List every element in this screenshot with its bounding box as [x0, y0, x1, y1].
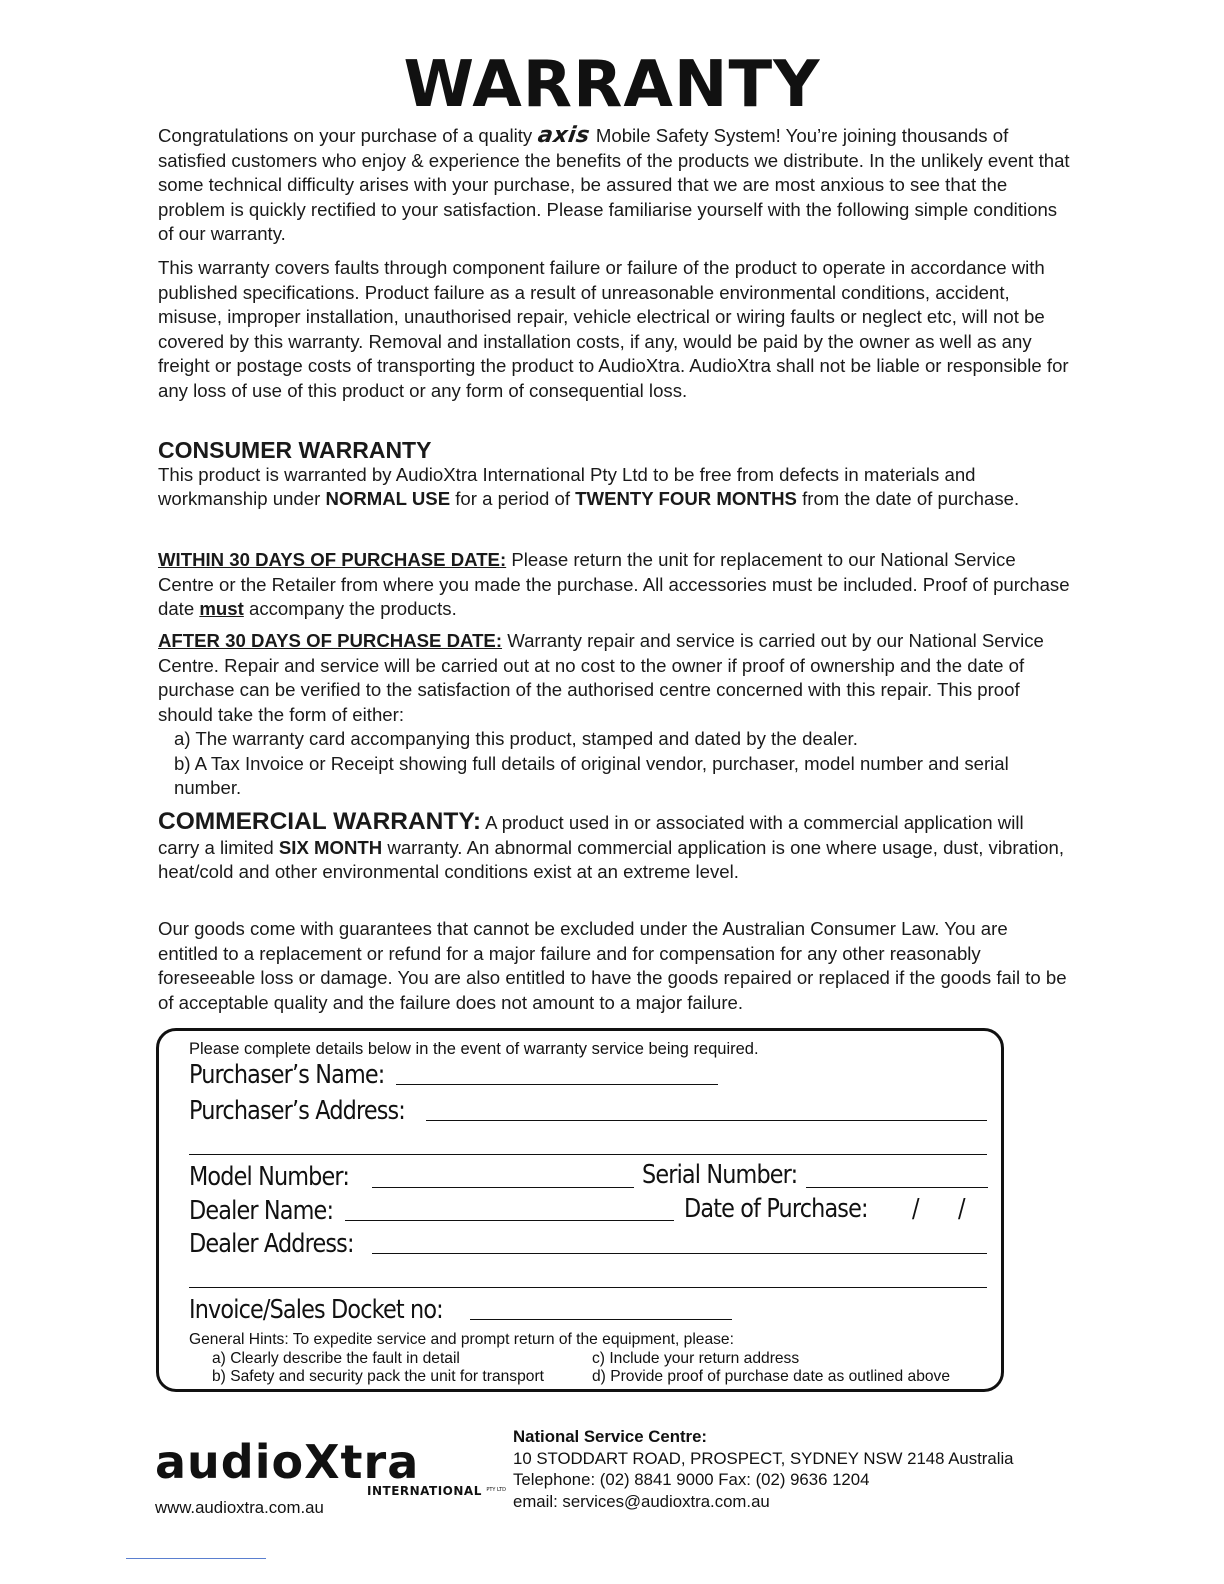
proof-item-b: b) A Tax Invoice or Receipt showing full details of original vendor, purchaser, model number and serial number. — [174, 752, 1009, 798]
date-separator-1: / — [912, 1194, 919, 1224]
commercial-warranty-section — [158, 810, 1070, 885]
within-30-days-label: WITHIN 30 DAYS OF PURCHASE DATE: — [158, 549, 507, 570]
website-link[interactable]: www.audioxtra.com.au — [155, 1498, 324, 1517]
within-30-text-1: Please return the unit for replacement to our National Service Centre or the Retailer from where you made the purchase. All accessories must be included. Proof of purchase date — [158, 549, 1070, 619]
purchaser-address-field-line-2[interactable] — [189, 1154, 987, 1155]
after-30-days-label: AFTER 30 DAYS OF PURCHASE DATE: — [158, 630, 503, 651]
logo-wordmark: audioXtra — [155, 1435, 420, 1489]
coverage-paragraph — [158, 256, 1070, 403]
hint-c: c) Include your return address — [592, 1350, 800, 1367]
must-emphasis: must — [199, 598, 244, 619]
purchaser-name-field[interactable] — [396, 1084, 718, 1085]
purchaser-name-label: Purchaser’s Name: — [189, 1060, 385, 1090]
model-number-label: Model Number: — [189, 1162, 350, 1192]
within-30-text-2: accompany the products. — [248, 598, 457, 619]
intro-text-rest: Mobile Safety System! You’re joining thousands of satisfied customers who enjoy & experience the benefits of the products we distribute. In the unlikely event that some technical difficulty arises with your purchase, be assured that we are most anxious to see that the problem is quickly rectified to your satisfaction. Please familiarise yourself with the following simple conditions of our warranty. — [158, 125, 1070, 244]
axis-brand-logo: axis — [536, 123, 592, 148]
serial-number-field[interactable] — [806, 1187, 988, 1188]
after-30-days-section — [158, 629, 1070, 801]
nsc-address: 10 STODDART ROAD, PROSPECT, SYDNEY NSW 2148 Australia — [513, 1448, 1014, 1468]
serial-number-label: Serial Number: — [642, 1160, 798, 1190]
nsc-phone: Telephone: (02) 8841 9000 Fax: (02) 9636 1204 — [513, 1470, 870, 1489]
footnote-divider — [126, 1558, 266, 1559]
hint-a: a) Clearly describe the fault in detail — [212, 1350, 460, 1367]
date-separator-2: / — [958, 1194, 965, 1224]
invoice-label: Invoice/Sales Docket no: — [189, 1295, 443, 1325]
intro-text-start: Congratulations on your purchase of a quality — [158, 125, 533, 146]
consumer-period: TWENTY FOUR MONTHS — [575, 488, 797, 509]
commercial-text-2: warranty. An abnormal commercial application is one where usage, dust, vibration, heat/cold and other environmental conditions exist at an extreme level. — [158, 836, 1064, 882]
form-intro: Please complete details below in the event of warranty service being required. — [189, 1040, 759, 1058]
normal-use-label: NORMAL USE — [325, 488, 451, 509]
nsc-title: National Service Centre: — [513, 1427, 707, 1446]
consumer-text-2: for a period of — [455, 488, 570, 509]
purchaser-address-label: Purchaser’s Address: — [189, 1096, 405, 1126]
commercial-period: SIX MONTH — [278, 836, 383, 858]
date-of-purchase-label: Date of Purchase: — [684, 1194, 868, 1224]
hint-d: d) Provide proof of purchase date as outlined above — [592, 1368, 951, 1385]
audioxtra-logo — [155, 1435, 507, 1498]
logo-international: INTERNATIONAL — [367, 1484, 482, 1498]
general-hints-title: General Hints: To expedite service and prompt return of the equipment, please: — [189, 1331, 734, 1348]
consumer-warranty-section — [158, 438, 1070, 512]
hint-b: b) Safety and security pack the unit for transport — [212, 1368, 544, 1385]
logo-pty-ltd: PTY LTD — [486, 1487, 507, 1494]
page-title: WARRANTY — [403, 48, 821, 122]
consumer-text-1: This product is warranted by AudioXtra International Pty Ltd to be free from defects in materials and workmanship under — [158, 463, 976, 509]
invoice-field[interactable] — [470, 1319, 732, 1320]
purchaser-address-field[interactable] — [426, 1120, 987, 1121]
dealer-address-field[interactable] — [372, 1253, 987, 1254]
coverage-text: This warranty covers faults through component failure or failure of the product to operate in accordance with published specifications. Product failure as a result of unreasonable environmental conditions, accident, misuse, improper installation, unauthorised repair, vehicle electrical or wiring faults or neglect etc, will not be covered by this warranty. Removal and installation costs, if any, would be paid by the owner as well as any freight or postage costs of transporting the product to AudioXtra. AudioXtra shall not be liable or responsible for any loss of use of this product or any form of consequential loss. — [158, 257, 1069, 401]
commercial-text-1: A product used in or associated with a commercial application will carry a limited — [158, 812, 1024, 858]
consumer-law-text: Our goods come with guarantees that cannot be excluded under the Australian Consumer Law. You are entitled to a replacement or refund for a major failure and for compensation for any other reasonably foreseeable loss or damage. You are also entitled to have the goods repaired or replaced if the goods fail to be of acceptable quality and the failure does not amount to a major failure. — [158, 918, 1067, 1013]
after-30-text: Warranty repair and service is carried out by our National Service Centre. Repair and service will be carried out at no cost to the owner if proof of ownership and the date of purchase can be verified to the satisfaction of the authorised centre concerned with this repair. This proof should take the form of either: — [158, 630, 1044, 725]
national-service-centre — [513, 1426, 1014, 1512]
model-number-field[interactable] — [372, 1187, 634, 1188]
dealer-address-label: Dealer Address: — [189, 1229, 354, 1259]
intro-paragraph — [158, 124, 1070, 247]
proof-item-a: a) The warranty card accompanying this product, stamped and dated by the dealer. — [174, 728, 858, 749]
consumer-warranty-heading: CONSUMER WARRANTY — [158, 437, 432, 463]
nsc-email[interactable]: email: services@audioxtra.com.au — [513, 1491, 770, 1511]
dealer-name-label: Dealer Name: — [189, 1196, 334, 1226]
within-30-days-section — [158, 548, 1070, 622]
commercial-warranty-heading: COMMERCIAL WARRANTY: — [158, 808, 482, 835]
dealer-name-field[interactable] — [345, 1220, 674, 1221]
consumer-text-3: from the date of purchase. — [802, 488, 1020, 509]
consumer-law-paragraph — [158, 917, 1070, 1015]
dealer-address-field-line-2[interactable] — [189, 1287, 987, 1288]
